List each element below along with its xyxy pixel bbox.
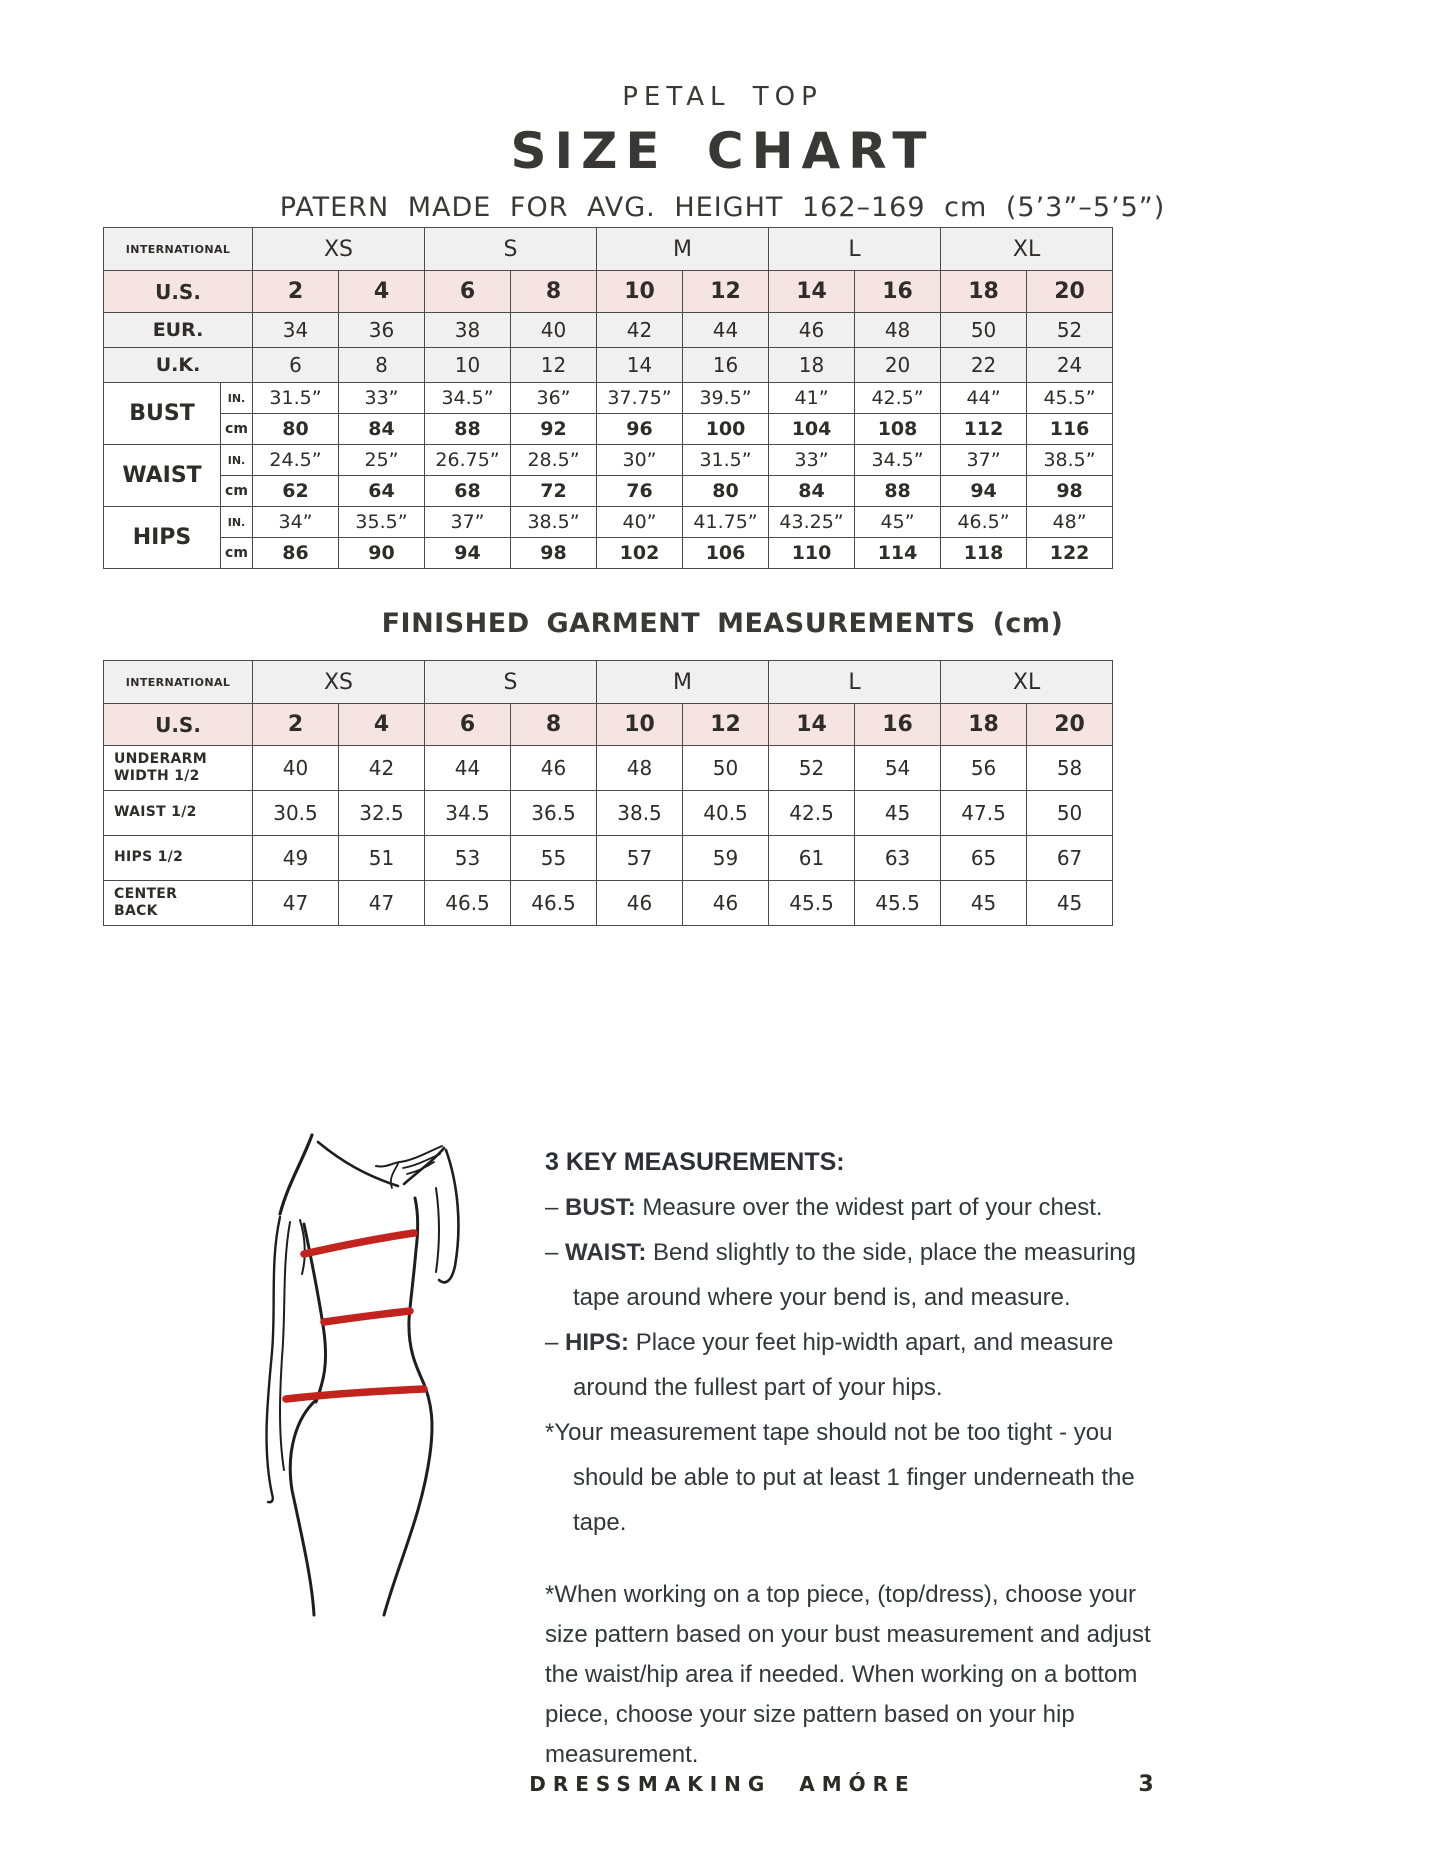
unit-inches-label: IN. <box>221 383 253 414</box>
garment-measure-value: 45.5 <box>855 881 941 926</box>
international-size: L <box>769 228 941 271</box>
key-measurement-term: WAIST: <box>565 1239 647 1266</box>
sketch-finger <box>407 1162 434 1174</box>
measurement-value-inches: 48” <box>1027 507 1113 538</box>
garment-measure-value: 30.5 <box>253 791 339 836</box>
waist-measure-line <box>324 1311 410 1322</box>
key-measurements-title: 3 KEY MEASUREMENTS: <box>545 1148 845 1176</box>
size-value: 8 <box>511 271 597 313</box>
table-row <box>104 313 1113 348</box>
measurement-value-cm: 88 <box>855 476 941 507</box>
garment-measure-value: 46.5 <box>511 881 597 926</box>
table-row <box>104 414 1113 445</box>
international-size: XS <box>253 661 425 704</box>
garment-measure-value: 50 <box>1027 791 1113 836</box>
region-label: U.K. <box>104 348 253 383</box>
measurement-value-inches: 38.5” <box>511 507 597 538</box>
garment-measure-value: 56 <box>941 746 1027 791</box>
garment-measure-value: 61 <box>769 836 855 881</box>
size-value: 20 <box>1027 704 1113 746</box>
unit-inches-label: IN. <box>221 445 253 476</box>
measurement-label: HIPS <box>104 507 221 569</box>
unit-cm-label: cm <box>221 476 253 507</box>
garment-measure-value: 38.5 <box>597 791 683 836</box>
region-label: U.S. <box>104 271 253 313</box>
unit-cm-label: cm <box>221 538 253 569</box>
garment-measure-value: 47 <box>253 881 339 926</box>
size-value: 14 <box>769 704 855 746</box>
garment-measure-value: 34.5 <box>425 791 511 836</box>
table-row <box>104 791 1113 836</box>
measurement-value-cm: 64 <box>339 476 425 507</box>
size-value: 34 <box>253 313 339 348</box>
measurement-value-cm: 72 <box>511 476 597 507</box>
measurement-value-cm: 84 <box>769 476 855 507</box>
unit-cm-label: cm <box>221 414 253 445</box>
measurement-value-inches: 31.5” <box>683 445 769 476</box>
measurement-value-inches: 34.5” <box>425 383 511 414</box>
measurement-value-cm: 98 <box>511 538 597 569</box>
page-title: SIZE CHART <box>510 122 935 180</box>
subtitle: PATERN MADE FOR AVG. HEIGHT 162–169 cm (5’3”–5’5”) <box>279 192 1166 223</box>
measurement-value-inches: 38.5” <box>1027 445 1113 476</box>
international-size: S <box>425 661 597 704</box>
table-row <box>104 348 1113 383</box>
measurement-label: WAIST <box>104 445 221 507</box>
measurement-value-cm: 80 <box>253 414 339 445</box>
size-value: 20 <box>855 348 941 383</box>
garment-measure-value: 67 <box>1027 836 1113 881</box>
size-value: 16 <box>855 704 941 746</box>
garment-measure-value: 51 <box>339 836 425 881</box>
size-value: 48 <box>855 313 941 348</box>
measurement-value-cm: 86 <box>253 538 339 569</box>
measurement-value-inches: 26.75” <box>425 445 511 476</box>
finished-measurements-title: FINISHED GARMENT MEASUREMENTS (cm) <box>381 608 1064 639</box>
measurement-value-inches: 35.5” <box>339 507 425 538</box>
table-row <box>104 507 1113 538</box>
garment-measure-value: 42.5 <box>769 791 855 836</box>
size-value: 50 <box>941 313 1027 348</box>
measurement-value-inches: 42.5” <box>855 383 941 414</box>
measurement-value-cm: 104 <box>769 414 855 445</box>
measurement-value-inches: 41.75” <box>683 507 769 538</box>
measurement-value-inches: 37” <box>941 445 1027 476</box>
size-value: 4 <box>339 271 425 313</box>
measurement-value-inches: 31.5” <box>253 383 339 414</box>
size-value: 10 <box>425 348 511 383</box>
measurement-value-cm: 108 <box>855 414 941 445</box>
size-value: 14 <box>769 271 855 313</box>
measurement-value-cm: 118 <box>941 538 1027 569</box>
size-value: 8 <box>511 704 597 746</box>
sketch-left-leg <box>290 1400 316 1615</box>
garment-measure-value: 53 <box>425 836 511 881</box>
size-chart-table <box>103 227 1113 569</box>
region-label: EUR. <box>104 313 253 348</box>
garment-measure-value: 58 <box>1027 746 1113 791</box>
finished-table <box>103 660 1113 926</box>
garment-measure-value: 57 <box>597 836 683 881</box>
measurement-value-inches: 44” <box>941 383 1027 414</box>
female-back-sketch <box>212 1122 497 1617</box>
sketch-arm-inner <box>280 1222 290 1470</box>
sketch-shoulder-line <box>318 1142 398 1186</box>
key-measurement-term: HIPS: <box>565 1329 630 1356</box>
measurement-value-cm: 92 <box>511 414 597 445</box>
table-row <box>104 271 1113 313</box>
region-label: U.S. <box>104 704 253 746</box>
measurement-value-inches: 41” <box>769 383 855 414</box>
size-value: 4 <box>339 704 425 746</box>
size-value: 16 <box>855 271 941 313</box>
size-selection-note: *When working on a top piece, (top/dress), choose your size pattern based on your bust measurement and adjust the waist/hip area if needed. When working on a bottom piece, choose your size pattern based on your hip measurement. <box>545 1581 1151 1768</box>
measurement-value-inches: 34.5” <box>855 445 941 476</box>
measurement-value-cm: 68 <box>425 476 511 507</box>
measurement-value-inches: 30” <box>597 445 683 476</box>
measurement-value-cm: 122 <box>1027 538 1113 569</box>
international-size: XS <box>253 228 425 271</box>
measurement-label: BUST <box>104 383 221 445</box>
measurement-value-cm: 94 <box>941 476 1027 507</box>
measurement-value-inches: 37.75” <box>597 383 683 414</box>
size-value: 18 <box>941 271 1027 313</box>
size-value: 52 <box>1027 313 1113 348</box>
document-header <box>0 82 1445 223</box>
size-value: 18 <box>769 348 855 383</box>
measurement-value-cm: 102 <box>597 538 683 569</box>
size-value: 8 <box>339 348 425 383</box>
international-size: S <box>425 228 597 271</box>
garment-measure-value: 54 <box>855 746 941 791</box>
bust-measure-line <box>304 1233 414 1254</box>
measurement-value-cm: 76 <box>597 476 683 507</box>
table-row <box>104 746 1113 791</box>
table-row <box>104 538 1113 569</box>
size-value: 18 <box>941 704 1027 746</box>
size-value: 22 <box>941 348 1027 383</box>
garment-measure-value: 48 <box>597 746 683 791</box>
garment-measure-value: 42 <box>339 746 425 791</box>
international-size: XL <box>941 661 1113 704</box>
measurement-value-inches: 36” <box>511 383 597 414</box>
garment-measure-value: 44 <box>425 746 511 791</box>
measurement-value-cm: 62 <box>253 476 339 507</box>
measurement-value-inches: 33” <box>339 383 425 414</box>
international-size: L <box>769 661 941 704</box>
sketch-right-side <box>384 1198 432 1615</box>
measurement-value-inches: 28.5” <box>511 445 597 476</box>
size-value: 12 <box>683 704 769 746</box>
garment-measure-value: 59 <box>683 836 769 881</box>
measurement-value-inches: 45” <box>855 507 941 538</box>
size-value: 44 <box>683 313 769 348</box>
size-value: 38 <box>425 313 511 348</box>
table-row <box>104 383 1113 414</box>
page-number: 3 <box>1138 1772 1154 1797</box>
international-size: M <box>597 228 769 271</box>
measurement-value-cm: 90 <box>339 538 425 569</box>
garment-measure-value: 65 <box>941 836 1027 881</box>
measurement-value-cm: 110 <box>769 538 855 569</box>
size-value: 12 <box>683 271 769 313</box>
garment-measure-value: 32.5 <box>339 791 425 836</box>
hips-measure-line <box>286 1389 424 1399</box>
measurement-value-cm: 106 <box>683 538 769 569</box>
brand-name: DRESSMAKING AMÓRE <box>529 1772 916 1796</box>
measurement-value-inches: 40” <box>597 507 683 538</box>
garment-measure-value: 46 <box>683 881 769 926</box>
measurement-value-inches: 25” <box>339 445 425 476</box>
key-measurement-item: – HIPS: Place your feet hip-width apart, and measure around the fullest part of your hips. <box>545 1329 1114 1401</box>
size-value: 10 <box>597 704 683 746</box>
garment-measure-value: 45.5 <box>769 881 855 926</box>
size-value: 16 <box>683 348 769 383</box>
garment-measure-label: HIPS 1/2 <box>104 836 253 881</box>
table-row <box>104 836 1113 881</box>
international-label: INTERNATIONAL <box>104 228 253 271</box>
size-value: 40 <box>511 313 597 348</box>
international-label: INTERNATIONAL <box>104 661 253 704</box>
size-value: 12 <box>511 348 597 383</box>
table-row <box>104 704 1113 746</box>
size-value: 20 <box>1027 271 1113 313</box>
garment-measure-value: 47.5 <box>941 791 1027 836</box>
size-value: 14 <box>597 348 683 383</box>
measurement-value-cm: 112 <box>941 414 1027 445</box>
sketch-forearm-inner <box>436 1188 439 1272</box>
garment-measure-value: 49 <box>253 836 339 881</box>
key-measurements-list <box>545 1185 1177 1410</box>
measurement-value-inches: 37” <box>425 507 511 538</box>
measurement-value-inches: 43.25” <box>769 507 855 538</box>
garment-measure-value: 36.5 <box>511 791 597 836</box>
garment-measure-value: 46 <box>511 746 597 791</box>
figure-illustration <box>212 1122 497 1617</box>
measurement-value-cm: 88 <box>425 414 511 445</box>
size-value: 2 <box>253 704 339 746</box>
size-value: 2 <box>253 271 339 313</box>
key-measurement-item: – BUST: Measure over the widest part of your chest. <box>545 1194 1103 1221</box>
measurement-value-cm: 100 <box>683 414 769 445</box>
measurement-value-inches: 46.5” <box>941 507 1027 538</box>
measurement-value-inches: 45.5” <box>1027 383 1113 414</box>
table-row <box>104 228 1113 271</box>
garment-measure-value: 63 <box>855 836 941 881</box>
measurement-value-cm: 84 <box>339 414 425 445</box>
measurement-value-inches: 33” <box>769 445 855 476</box>
garment-measure-value: 45 <box>855 791 941 836</box>
table-row <box>104 445 1113 476</box>
size-value: 36 <box>339 313 425 348</box>
measurement-value-inches: 34” <box>253 507 339 538</box>
garment-measure-value: 47 <box>339 881 425 926</box>
garment-measure-value: 46.5 <box>425 881 511 926</box>
garment-measure-value: 55 <box>511 836 597 881</box>
measurement-value-inches: 24.5” <box>253 445 339 476</box>
pattern-name: PETAL TOP <box>622 82 823 112</box>
size-value: 46 <box>769 313 855 348</box>
unit-inches-label: IN. <box>221 507 253 538</box>
garment-measure-value: 45 <box>941 881 1027 926</box>
measurement-value-cm: 96 <box>597 414 683 445</box>
garment-measure-label: UNDERARM WIDTH 1/2 <box>104 746 253 791</box>
garment-measure-value: 40 <box>253 746 339 791</box>
size-value: 6 <box>253 348 339 383</box>
garment-measure-value: 52 <box>769 746 855 791</box>
garment-measure-value: 40.5 <box>683 791 769 836</box>
tape-note: *Your measurement tape should not be too tight - you should be able to put at least 1 finger underneath the tape. <box>545 1419 1135 1536</box>
garment-measure-value: 50 <box>683 746 769 791</box>
table-row <box>104 881 1113 926</box>
sketch-arm-outer <box>267 1217 280 1502</box>
measurement-value-cm: 94 <box>425 538 511 569</box>
measurement-notes <box>545 1140 1177 1775</box>
garment-measure-label: CENTER BACK <box>104 881 253 926</box>
international-size: XL <box>941 228 1113 271</box>
size-value: 24 <box>1027 348 1113 383</box>
international-size: M <box>597 661 769 704</box>
size-value: 42 <box>597 313 683 348</box>
garment-measure-label: WAIST 1/2 <box>104 791 253 836</box>
size-value: 10 <box>597 271 683 313</box>
key-measurement-item: – WAIST: Bend slightly to the side, place the measuring tape around where your bend is, and measure. <box>545 1239 1136 1311</box>
measurement-value-cm: 116 <box>1027 414 1113 445</box>
table-row <box>104 476 1113 507</box>
measurement-value-cm: 114 <box>855 538 941 569</box>
key-measurement-term: BUST: <box>565 1194 636 1221</box>
size-value: 6 <box>425 704 511 746</box>
garment-measure-value: 45 <box>1027 881 1113 926</box>
measurement-value-cm: 80 <box>683 476 769 507</box>
table-row <box>104 661 1113 704</box>
size-value: 6 <box>425 271 511 313</box>
measurement-value-cm: 98 <box>1027 476 1113 507</box>
sketch-neck-line <box>280 1135 312 1214</box>
measurement-value-inches: 39.5” <box>683 383 769 414</box>
sketch-forearm-outer <box>439 1150 458 1282</box>
garment-measure-value: 46 <box>597 881 683 926</box>
